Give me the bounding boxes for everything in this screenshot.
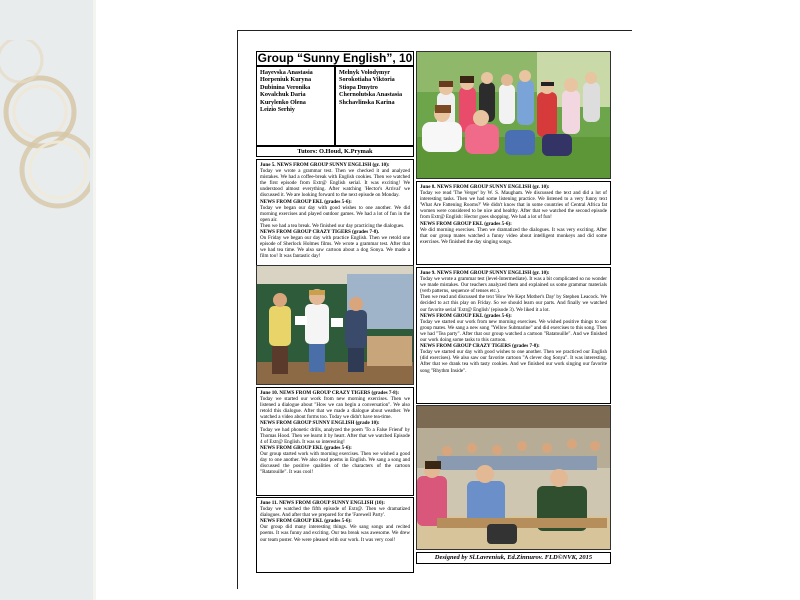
student-list-right (335, 66, 414, 146)
news-june-11 (256, 497, 414, 573)
newsletter-title: Group “Sunny English”, 10 (257, 51, 413, 65)
news-text: On Friday we began our day with practice English. Then we retold one episode of Sherlock Holmes films. We wrote a grammar test. After that we had tea time. We also saw cartoon about a dog Sonya. We made a film too! It was fantastic day! (260, 235, 410, 260)
news-heading: NEWS FROM GROUP SUNNY ENGLISH (grade 10): (260, 420, 380, 427)
student-list-left (256, 66, 335, 146)
news-heading: June 10. NEWS FROM GROUP CRAZY TIGERS (grades 7-8): (260, 390, 400, 396)
news-heading: NEWS FROM GROUP CRAZY TIGERS (grades 7-8). (260, 229, 380, 236)
news-heading: NEWS FROM GROUP CRAZY TIGERS (grades 7-8): (420, 343, 540, 350)
news-text: Today we started our day with good wishes to one another. Then we practiced our English (did exercises). We also saw our favorite cartoon "A clever dog Sonya". It was interesting. After that we drank tea with tasty cookies. And we finished our work singing our favorite song "Rhythm Inside". (420, 349, 607, 374)
news-heading: NEWS FROM GROUP EKL (grades 5-6): (260, 198, 352, 205)
news-june-10 (256, 387, 414, 496)
student-name: Kovalchuk Daria (260, 91, 306, 99)
news-text: Today we had phonetic drills, analyzed the poem 'To a False Friend' by Thomas Hood. Then we learnt it by heart. After that we watched Episode 4 of Extr@ English. It was so interesting! (260, 426, 410, 445)
news-heading: NEWS FROM GROUP EKL (grades 5-6): (420, 220, 512, 227)
news-text: Today we wrote a grammar test. Then we checked it and analyzed mistakes. We had a coffee-break with English cookies. Then we watched the first episode from Extr@ English serial. It was exciting! We understood almost everything. After watching 'Hector's Arrival' we discussed it. We are looking forward to the next episode on Monday. (260, 168, 410, 199)
news-june-8 (416, 181, 611, 265)
student-name: Hayevska Anastasia (260, 69, 313, 76)
news-text: Our group started work with morning exercises. Then we wished a good day to one another. We also read poems in English. We sang a song and discussed the positive qualities of the characters of the cartoon "Ratatouille". It was cool! (260, 450, 410, 476)
news-text: We did morning exercises. Then we dramatized the dialogues. It was very exciting. After that our group mates watched a funny video about intelligent monkeys and did some exercises. We finished the day singing songs. (420, 226, 607, 245)
news-text: Today we read 'The Verger' by W. S. Maugham. We discussed the text and did a lot of interesting tasks. Then we had some listening practice. We listened to a very funny text 'What Are Fattening Rooms?' We didn't know that in some countries of Central Africa fat women were considered to be nice and healthy. After that we watched the second episode from Extr@ English: Hector goes shopping. We had a lot of fun! (420, 190, 607, 221)
photo-classroom-students (416, 405, 611, 550)
designer-credit: Designed by Sl.Lavreniuk, Ed.Zinnurov. FLD©NVK, 2015 (416, 552, 611, 564)
student-name: Stiopa Dmytro (339, 83, 378, 91)
news-text: Today we watched the fifth episode of Extr@. Then we dramatized dialogues. And after that we prepared for the 'Farewell Party'. (260, 506, 410, 519)
news-text: Today we started our work from new morning exercises. We wished positive things to our group mates. We sang a new song "Yellow Submarine" and did exercises to this song. Then we had "Tea party". After that our group watched a cartoon "Ratatouille". And we finished our work doing some tasks to this cartoon. (420, 318, 607, 344)
news-heading: June 9. NEWS FROM GROUP SUNNY ENGLISH (gr. 10): (420, 270, 550, 276)
sidebar-edge (93, 0, 96, 600)
student-name: Chernolutska Anastasia (339, 91, 403, 99)
student-name: Horpeniuk Kuryna (260, 76, 312, 84)
photo-group-on-grass (416, 51, 611, 179)
news-heading: June 8. NEWS FROM GROUP SUNNY ENGLISH (gr. 10): (420, 184, 550, 190)
news-text: Then we had a tea break. We finished our day practicing the dialogues. (260, 222, 405, 229)
student-name: Kurylenko Olena (260, 98, 306, 106)
student-name: Dubinina Veronika (260, 83, 311, 91)
news-heading: NEWS FROM GROUP EKL (grades 5-6): (420, 312, 512, 319)
news-heading: June 5. NEWS FROM GROUP SUNNY ENGLISH (gr. 10): (260, 162, 390, 168)
news-text: Today we began our day with good wishes to one another. We did morning exercises and played outdoor games. We had a lot of fun in the open air. (260, 204, 410, 223)
news-heading: NEWS FROM GROUP EKL (grades 5-6): (260, 518, 352, 525)
student-name: Sorokotiaha Viktoria (339, 76, 395, 84)
photo-classroom-dialogue (256, 265, 414, 385)
news-june-9 (416, 267, 611, 404)
news-text: Today we started our work from new morning exercises. Then we listened a dialogue about "How we can begin a conversation". We also retold this dialogue. After that we made a dialogue about weather. We watched a video about forms too. Today we didn't have tea-time. (260, 396, 410, 421)
student-name: Shchavlinska Karina (339, 98, 395, 106)
news-text: Today we wrote a grammar test (level-Intermediate). It was a bit complicated so no wonder we made mistakes. Our teachers analyzed them and explained us some grammar materials (verb patterns, sequence of tenses etc.). (420, 276, 607, 295)
news-heading: June 11. NEWS FROM GROUP SUNNY ENGLISH (10): (260, 500, 385, 506)
news-text: Then we read and discussed the text 'How We Kept Mother's Day' by Stephen Leacock. We decided to act this play on Friday. So we should learn our parts. And finally we watched our favorite serial 'Extr@ English' (episode 3). We liked it a lot. (420, 294, 607, 313)
news-june-5 (256, 159, 414, 279)
decorative-rings (0, 40, 90, 240)
news-heading: NEWS FROM GROUP EKL (grades 5-6): (260, 444, 352, 451)
student-name: Melnyk Volodymyr (339, 69, 391, 76)
newsletter-page (237, 30, 632, 589)
tutors-line: Tutors: O.Houd, K.Prymak (256, 146, 414, 157)
student-name: Leizio Serhiy (260, 106, 295, 114)
news-text: Our group did many interesting things. We sang songs and recited poems. It was funny and exciting. Our tea break was awesome. We drew our team poster. We were pleased with our work. It was very cool! (260, 524, 410, 543)
